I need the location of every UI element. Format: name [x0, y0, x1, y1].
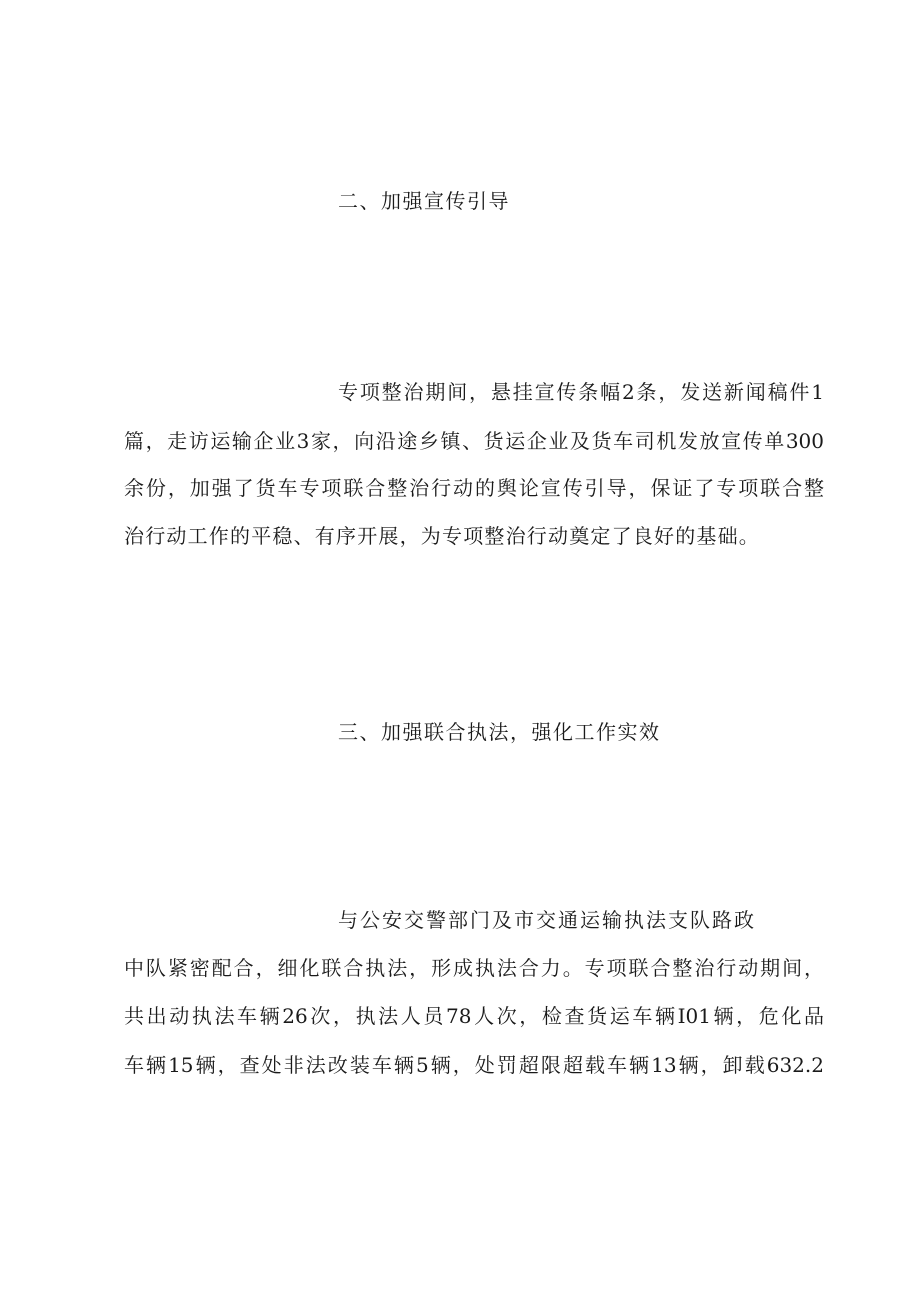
paragraph-line: 共出动执法车辆26次，执法人员78人次，检查货运车辆I01辆，危化品: [124, 1004, 824, 1028]
section-3-heading: 三、加强联合执法，强化工作实效: [338, 720, 661, 744]
paragraph-line: 车辆15辆，查处非法改装车辆5辆，处罚超限超载车辆13辆，卸载632.2: [124, 1053, 824, 1077]
paragraph-line: 篇，走访运输企业3家，向沿途乡镇、货运企业及货车司机发放宣传单300: [124, 429, 824, 453]
section-2-heading: 二、加强宣传引导: [338, 189, 510, 213]
paragraph-line: 专项整治期间，悬挂宣传条幅2条，发送新闻稿件1: [338, 380, 824, 404]
paragraph-line: 余份，加强了货车专项联合整治行动的舆论宣传引导，保证了专项联合整: [124, 476, 824, 500]
paragraph-line: 中队紧密配合，细化联合执法，形成执法合力。专项联合整治行动期间，: [124, 956, 824, 980]
paragraph-line: 与公安交警部门及市交通运输执法支队路政: [338, 908, 756, 932]
paragraph-line: 治行动工作的平稳、有序开展，为专项整治行动奠定了良好的基础。: [124, 524, 760, 548]
